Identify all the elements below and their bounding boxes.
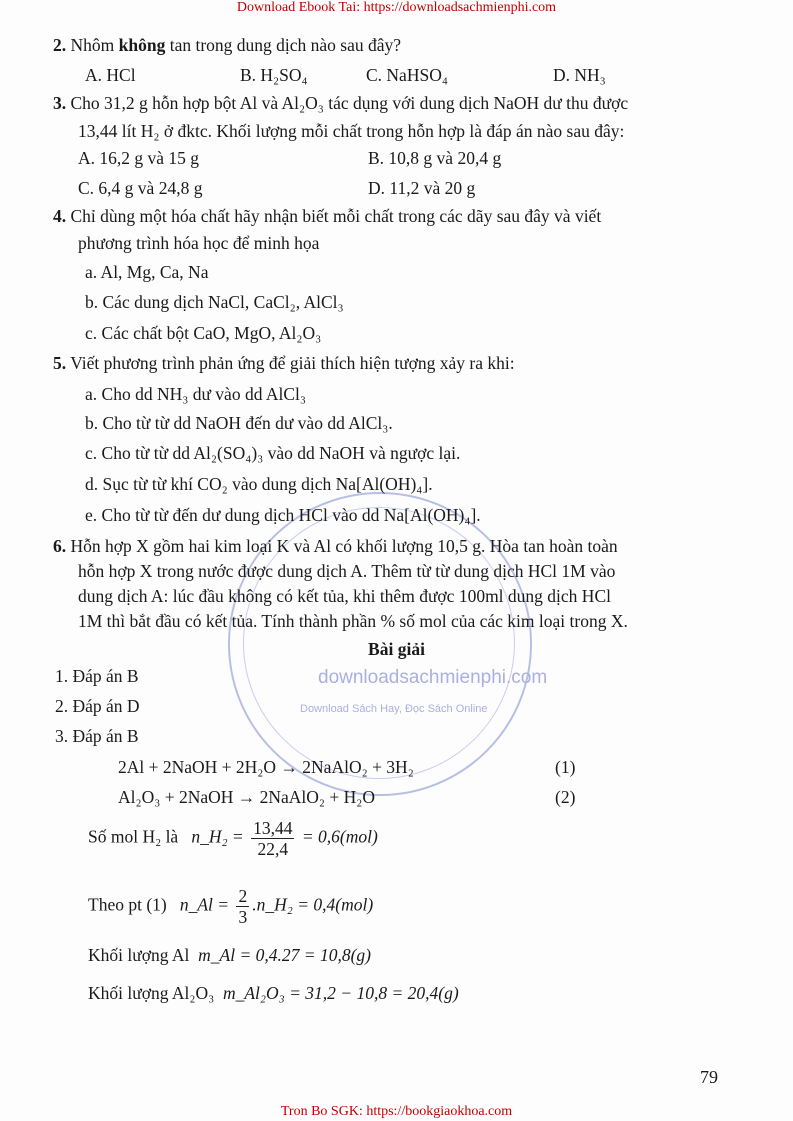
q5-item-c: c. Cho từ từ dd Al₂(SO₄)₃ vào dd NaOH và ngược lại. [85,443,461,463]
equation-1: 2Al + 2NaOH + 2H₂O → 2NaAlO₂ + 3H₂ [118,757,414,777]
watermark-site: downloadsachmienphi.com [318,667,548,688]
q3-option-c: C. 6,4 g và 24,8 g [78,178,203,198]
question-4-line2: phương trình hóa học để minh họa [78,233,320,253]
question-3-line2: 13,44 lít H₂ ở đktc. Khối lượng mỗi chất trong hỗn hợp là đáp án nào sau đây: [78,121,625,141]
q4-item-a: a. Al, Mg, Ca, Na [85,262,209,282]
footer-link[interactable]: Tron Bo SGK: https://bookgiaokhoa.com [280,1104,513,1119]
watermark-slogan: Download Sách Hay, Đọc Sách Online [300,703,488,715]
solution-title: Bài giải [368,639,425,659]
q5-item-a: a. Cho dd NH₃ dư vào dd AlCl₃ [85,384,306,404]
q3-option-a: A. 16,2 g và 15 g [78,148,200,168]
q4-item-b: b. Các dung dịch NaCl, CaCl₂, AlCl₃ [85,292,344,312]
header-link[interactable]: Download Ebook Tai: https://downloadsachmienphi.com [236,0,557,15]
q3-option-d: D. 11,2 và 20 g [368,178,476,198]
page-number: 79 [700,1067,718,1087]
answer-2: 2. Đáp án D [55,696,140,716]
q4-item-c: c. Các chất bột CaO, MgO, Al₂O₃ [85,323,322,343]
answer-1: 1. Đáp án B [55,666,139,686]
q2-option-b: B. H₂SO₄ [240,65,308,85]
mass-al-line: Khối lượng Al m_Al = 0,4.27 = 10,8(g) [88,945,371,965]
q5-item-d: d. Sục từ từ khí CO₂ vào dung dịch Na[Al(OH)₄]. [85,474,433,494]
q2-option-c: C. NaHSO₄ [366,65,448,85]
q2-option-a: A. HCl [85,65,136,85]
question-6-line1: 6. Hỗn hợp X gồm hai kim loại K và Al có khối lượng 10,5 g. Hòa tan hoàn toàn [53,536,618,556]
equation-2-number: (2) [555,787,576,807]
question-6-line4: 1M thì bắt đầu có kết tủa. Tính thành phần % số mol của các kim loại trong X. [78,611,628,631]
q2-option-d: D. NH₃ [553,65,606,85]
q5-item-e: e. Cho từ từ đến dư dung dịch HCl vào dd Na[Al(OH)₄]. [85,505,481,525]
fraction: $\frac{13,44}{22,4}$ [253,818,293,859]
equation-1-number: (1) [555,757,576,777]
equation-2: Al₂O₃ + 2NaOH → 2NaAlO₂ + H₂O [118,787,376,807]
fraction: $\frac{2}{3}$ [238,886,248,927]
question-5: 5. Viết phương trình phản ứng để giải thích hiện tượng xảy ra khi: [53,353,515,373]
question-6-line2: hỗn hợp X trong nước được dung dịch A. Thêm từ từ dung dịch HCl 1M vào [78,561,616,581]
question-6-line3: dung dịch A: lúc đầu không có kết tủa, khi thêm được 100ml dung dịch HCl [78,586,611,606]
answer-3: 3. Đáp án B [55,726,139,746]
question-2: 2. Nhôm không tan trong dung dịch nào sau đây? [53,35,402,55]
question-4-line1: 4. Chỉ dùng một hóa chất hãy nhận biết mỗi chất trong các dãy sau đây và viết [53,206,602,226]
q5-item-b: b. Cho từ từ dd NaOH đến dư vào dd AlCl₃. [85,413,393,433]
mass-al2o3-line: Khối lượng Al₂O₃ m_Al₂O₃ = 31,2 − 10,8 = 20,4(g) [88,983,459,1003]
mol-h2-line: Số mol H₂ là n_H₂ = $\frac{13,44}{22,4}$ = 0,6(mol) [88,818,378,859]
theo-pt-line: Theo pt (1) n_Al = $\frac{2}{3}$ .n_H₂ = 0,4(mol) [88,886,374,927]
q3-option-b: B. 10,8 g và 20,4 g [368,148,502,168]
question-3-line1: 3. Cho 31,2 g hỗn hợp bột Al và Al₂O₃ tác dụng với dung dịch NaOH dư thu được [53,93,629,113]
